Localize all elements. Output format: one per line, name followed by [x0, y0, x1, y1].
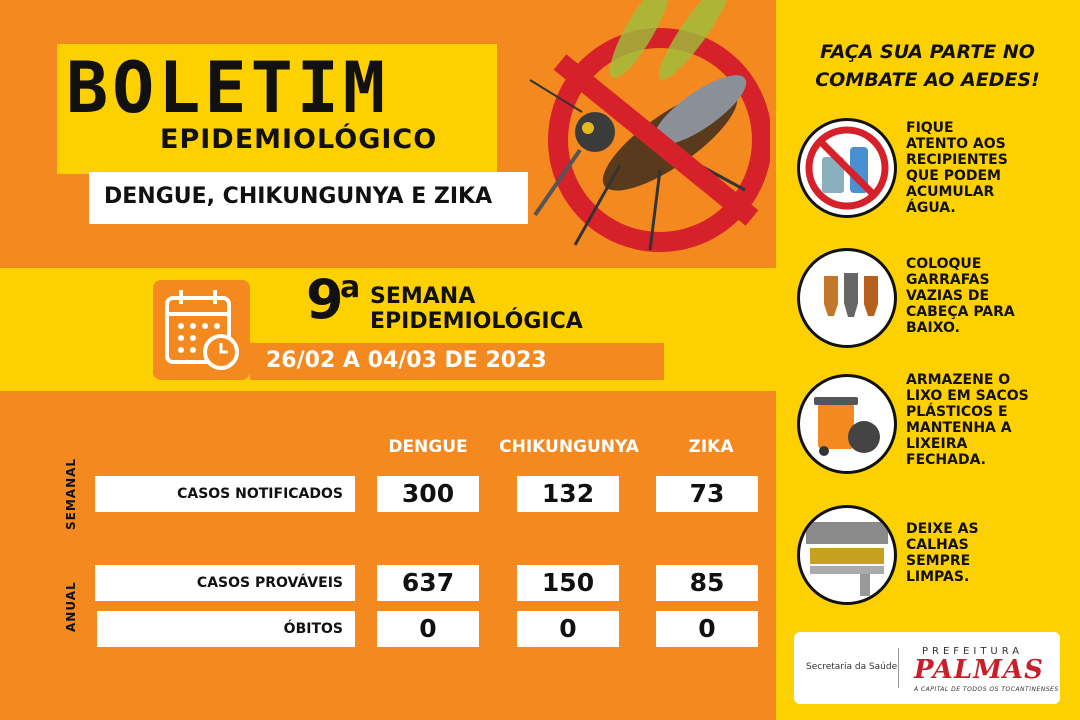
week-dates: 26/02 A 04/03 DE 2023 — [266, 348, 547, 373]
page-subtitle: EPIDEMIOLÓGICO — [160, 124, 438, 155]
week-ordinal: a — [340, 270, 361, 305]
table-cell: 85 — [656, 565, 758, 601]
tip-text: BAIXO. — [906, 320, 960, 336]
column-header-chikungunya: CHIKUNGUNYA — [499, 437, 639, 457]
column-header-dengue: DENGUE — [388, 437, 468, 457]
tip-text: LIXEIRA — [906, 436, 968, 452]
logo-tagline: A CAPITAL DE TODOS OS TOCANTINENSES — [914, 686, 1059, 693]
table-cell: 0 — [377, 611, 479, 647]
upside-down-bottles-icon — [797, 248, 897, 348]
slogan — [790, 38, 1065, 94]
week-label-line1: SEMANA — [370, 284, 476, 309]
tip-text: FIQUE — [906, 120, 954, 136]
table-cell: 132 — [517, 476, 619, 512]
column-header-zika: ZIKA — [688, 437, 734, 457]
tip-text: ATENTO AOS — [906, 136, 1006, 152]
bottles-icon — [797, 118, 897, 218]
week-number: 9 — [306, 268, 344, 331]
logo-divider — [898, 648, 899, 688]
tip-text: PLÁSTICOS E — [906, 404, 1008, 420]
tip-text: QUE PODEM — [906, 168, 1001, 184]
tip-1 — [906, 120, 1056, 216]
week-label-line2: EPIDEMIOLÓGICA — [370, 309, 583, 334]
row-label-probable: CASOS PROVÁVEIS — [95, 565, 355, 601]
tip-text: COLOQUE — [906, 256, 982, 272]
calendar-badge — [153, 280, 250, 380]
page-title: BOLETIM — [66, 47, 390, 129]
table-cell: 300 — [377, 476, 479, 512]
trash-bin-icon — [797, 374, 897, 474]
tip-text: SEMPRE — [906, 553, 971, 569]
tip-text: RECIPIENTES — [906, 152, 1008, 168]
slogan-line1: FAÇA SUA PARTE NO — [820, 41, 1035, 63]
tip-text: ÁGUA. — [906, 200, 956, 216]
tip-text: DEIXE AS — [906, 521, 979, 537]
calendar-icon — [153, 280, 250, 380]
tip-3 — [906, 372, 1056, 468]
row-label-notified: CASOS NOTIFICADOS — [95, 476, 355, 512]
tip-text: CALHAS — [906, 537, 969, 553]
table-cell: 73 — [656, 476, 758, 512]
tip-text: LIXO EM SACOS — [906, 388, 1029, 404]
slogan-line2: COMBATE AO AEDES! — [815, 69, 1040, 91]
tip-4 — [906, 521, 1056, 585]
section-label-weekly: SEMANAL — [64, 457, 78, 530]
tip-text: GARRAFAS — [906, 272, 990, 288]
department-label: Secretaria da Saúde — [806, 662, 898, 672]
tip-text: VAZIAS DE — [906, 288, 990, 304]
table-cell: 0 — [656, 611, 758, 647]
tip-text: MANTENHA A — [906, 420, 1012, 436]
gutter-icon — [797, 505, 897, 605]
table-cell: 0 — [517, 611, 619, 647]
section-label-annual: ANUAL — [64, 581, 78, 632]
tip-text: FECHADA. — [906, 452, 986, 468]
diseases-label: DENGUE, CHIKUNGUNYA E ZIKA — [104, 184, 493, 209]
table-cell: 150 — [517, 565, 619, 601]
logo-prefeitura: PREFEITURA — [922, 646, 1024, 657]
tip-text: CABEÇA PARA — [906, 304, 1015, 320]
table-cell: 637 — [377, 565, 479, 601]
tip-text: ACUMULAR — [906, 184, 995, 200]
tip-text: LIMPAS. — [906, 569, 970, 585]
no-mosquito-icon — [520, 0, 770, 260]
tip-text: ARMAZENE O — [906, 372, 1011, 388]
tip-2 — [906, 256, 1056, 336]
logo-city: PALMAS — [914, 655, 1044, 685]
row-label-deaths: ÓBITOS — [97, 611, 355, 647]
